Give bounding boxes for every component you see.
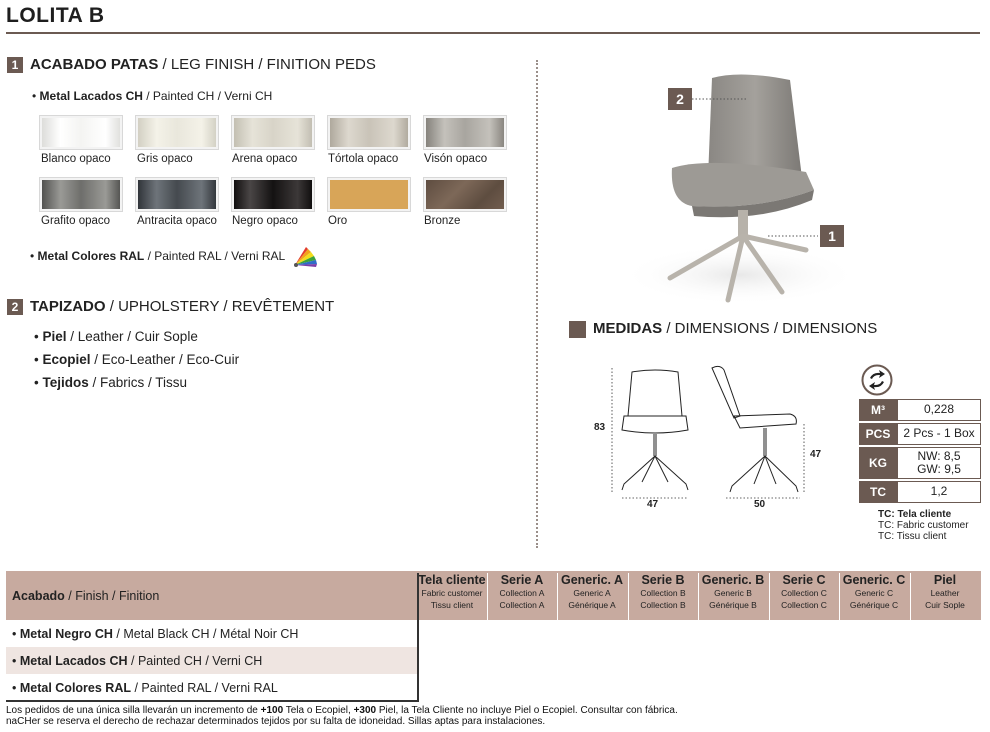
swatch-blanco-opaco[interactable] <box>39 115 123 150</box>
tc-note-en: TC: Fabric customer <box>878 520 969 531</box>
swatch-label: Tórtola opaco <box>328 153 399 165</box>
section-number-1: 1 <box>7 57 23 73</box>
tc-note-fr: TC: Tissu client <box>878 531 947 542</box>
dimension-drawing-front <box>590 360 700 505</box>
footnote <box>6 705 678 727</box>
swatch-arena-opaco[interactable] <box>231 115 315 150</box>
swatch-antracita-opaco[interactable] <box>135 177 219 212</box>
swatch-tortola-opaco[interactable] <box>327 115 411 150</box>
swatch-label: Visón opaco <box>424 153 488 165</box>
table-bottom-rule <box>6 700 418 702</box>
swatch-label: Blanco opaco <box>41 153 111 165</box>
pack-value-tc: 1,2 <box>897 481 981 503</box>
col-header-generic-c: Generic. C Generic C Générique C <box>842 573 906 610</box>
dimension-width: 47 <box>647 499 659 510</box>
dimension-drawing-side <box>700 360 810 505</box>
pack-value-nw: NW: 8,5 <box>917 449 961 463</box>
swatch-bronze[interactable] <box>423 177 507 212</box>
dimension-seat-height: 47 <box>810 449 822 460</box>
col-header-tela-cliente: Tela cliente Fabric customer Tissu client <box>418 573 486 610</box>
swivel-rotation-icon <box>861 364 893 396</box>
section-heading-leg-finish: ACABADO PATAS / LEG FINISH / FINITION PEDS <box>30 56 376 73</box>
col-header-piel: Piel Leather Cuir Sople <box>925 573 965 610</box>
col-header-serie-c: Serie C Collection C Collection C <box>781 573 827 610</box>
swatch-grafito-opaco[interactable] <box>39 177 123 212</box>
upholstery-item-tejidos: • Tejidos / Fabrics / Tissu <box>34 375 188 390</box>
pack-key-pcs: PCS <box>859 423 897 445</box>
col-header-serie-a: Serie A Collection A Collection A <box>499 573 545 610</box>
col-header-generic-a: Generic. A Generic A Générique A <box>560 573 624 610</box>
dimension-height: 83 <box>594 422 606 433</box>
table-header-finish: Acabado / Finish / Finition <box>12 589 160 603</box>
table-row-metal-negro: • Metal Negro CH / Metal Black CH / Métal Noir CH <box>12 627 299 641</box>
pack-value-kg <box>897 447 981 479</box>
footnote-line-2: naCHer se reserva el derecho de rechazar determinados tejidos por su falta de idoneidad. Sillas aptas para instalaciones. <box>6 716 546 727</box>
column-divider <box>536 60 538 548</box>
section-heading-upholstery: TAPIZADO / UPHOLSTERY / REVÊTEMENT <box>30 298 335 315</box>
section-number-2: 2 <box>7 299 23 315</box>
table-row-metal-colores-ral: • Metal Colores RAL / Painted RAL / Verni RAL <box>12 681 278 695</box>
swatch-label: Bronze <box>424 215 461 227</box>
col-header-serie-b: Serie B Collection B Collection B <box>640 573 686 610</box>
page-title: LOLITA B <box>6 4 105 27</box>
swatch-label: Grafito opaco <box>41 215 111 227</box>
callout-badge-legs: 1 <box>820 225 844 247</box>
dimension-depth: 50 <box>754 499 766 510</box>
bullet-metal-colores-ral: • Metal Colores RAL / Painted RAL / Verni RAL <box>30 249 286 263</box>
swatch-label: Antracita opaco <box>137 215 217 227</box>
callout-badge-upholstery: 2 <box>668 88 692 110</box>
swatch-label: Arena opaco <box>232 153 298 165</box>
pack-key-m3: M³ <box>859 399 897 421</box>
section-heading-dimensions: MEDIDAS / DIMENSIONS / DIMENSIONS <box>593 320 878 337</box>
pack-key-kg: KG <box>859 447 897 479</box>
pack-value-pcs: 2 Pcs - 1 Box <box>897 423 981 445</box>
swatch-vison-opaco[interactable] <box>423 115 507 150</box>
upholstery-item-piel: • Piel / Leather / Cuir Sople <box>34 329 198 344</box>
swatch-label: Oro <box>328 215 348 227</box>
footnote-line-1: Los pedidos de una única silla llevarán un incremento de +100 Tela o Ecopiel, +300 Piel, la Tela Cliente no incluye Piel o Ecopiel. Consultar con fábrica. <box>6 705 678 716</box>
product-photo-chair <box>600 60 870 310</box>
swatch-label: Gris opaco <box>137 153 193 165</box>
table-vertical-rule <box>417 573 419 702</box>
col-header-generic-b: Generic. B Generic B Générique B <box>701 573 765 610</box>
swatch-oro[interactable] <box>327 177 411 212</box>
medidas-square-icon <box>569 321 586 338</box>
upholstery-item-ecopiel: • Ecopiel / Eco-Leather / Eco-Cuir <box>34 352 240 367</box>
pack-value-gw: GW: 9,5 <box>917 462 961 476</box>
tc-note-es: TC: Tela cliente <box>878 509 952 520</box>
pack-key-tc: TC <box>859 481 897 503</box>
ral-color-fan-icon <box>292 243 320 269</box>
swatch-negro-opaco[interactable] <box>231 177 315 212</box>
pack-value-m3: 0,228 <box>897 399 981 421</box>
table-row-metal-lacados: • Metal Lacados CH / Painted CH / Verni CH <box>12 654 263 668</box>
swatch-label: Negro opaco <box>232 215 298 227</box>
title-divider <box>6 32 980 34</box>
bullet-metal-lacados: • Metal Lacados CH / Painted CH / Verni CH <box>32 89 273 103</box>
swatch-gris-opaco[interactable] <box>135 115 219 150</box>
